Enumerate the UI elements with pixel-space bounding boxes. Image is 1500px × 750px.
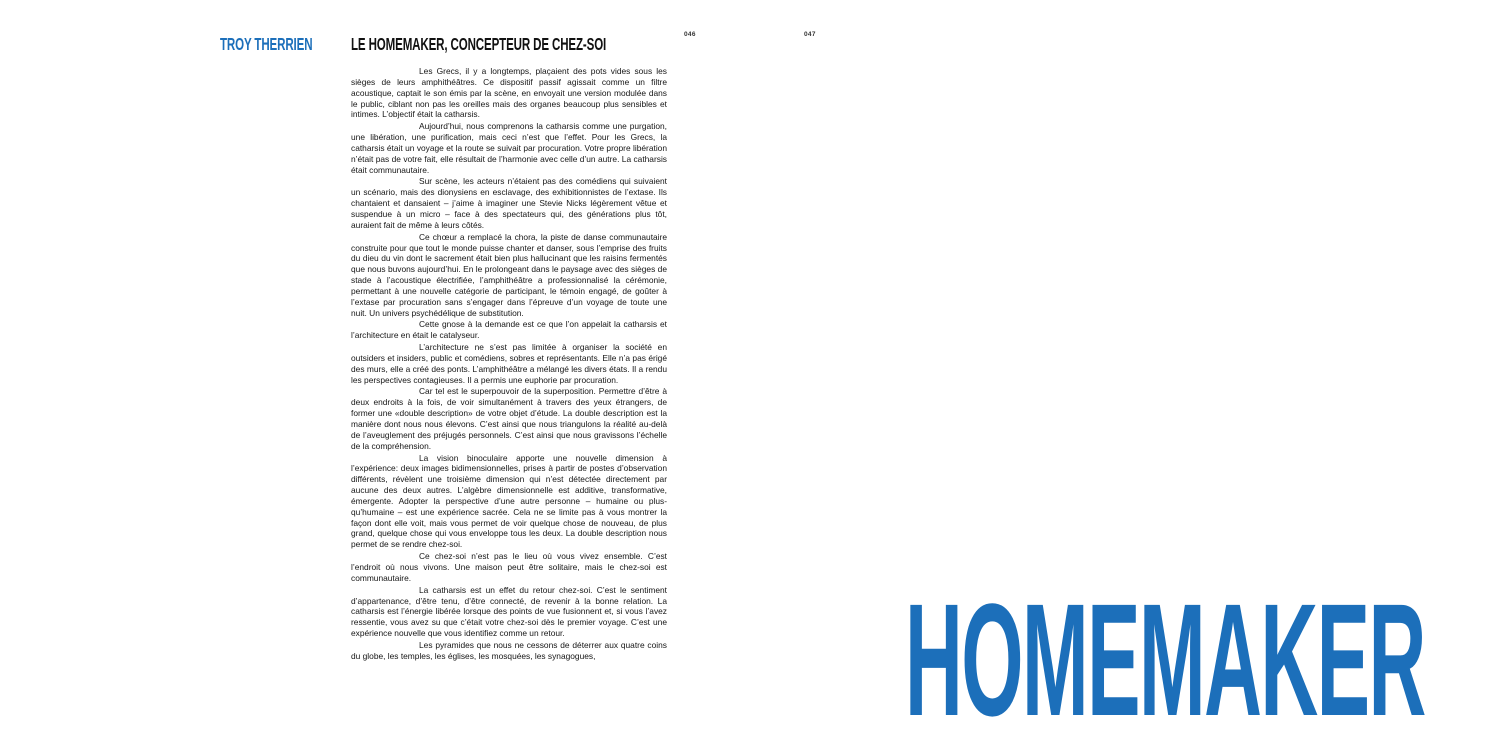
running-header-title: LE HOMEMAKER, CONCEPTEUR DE CHEZ-SOI (351, 34, 607, 54)
body-paragraph: Car tel est le superpouvoir de la superposition. Permettre d’être à deux endroits à la fois, de voir simultanément à travers des yeux étrangers, de former une «double description» de votre objet d’étude. La double description est la manière dont nous nous élevons. C’est ainsi que nous triangulons la réalité au-delà de l’aveuglement des préjugés personnels. C’est ainsi que nous gravissons l’échelle de la compréhension. (351, 386, 667, 451)
body-paragraph: Les Grecs, il y a longtemps, plaçaient des pots vides sous les sièges de leurs amphithéâtres. Ce dispositif passif agissait comme un filtre acoustique, captait le son émis par la scène, en envoyait une version modulée dans le public, ciblant non pas les oreilles mais des organes beaucoup plus sensibles et intimes. L’objectif était la catharsis. (351, 66, 667, 120)
body-paragraph: Aujourd’hui, nous comprenons la catharsis comme une purgation, une libération, une purification, mais ceci n’est que l’effet. Pour les Grecs, la catharsis était un voyage et la route se suivait par procuration. Votre propre libération n’était pas de votre fait, elle résultait de l’harmonie avec celle d’un autre. La catharsis était communautaire. (351, 121, 667, 175)
page-number-left: 046 (684, 31, 696, 38)
running-header-author: TROY THERRIEN (220, 34, 313, 54)
body-paragraph: L’architecture ne s’est pas limitée à organiser la société en outsiders et insiders, public et comédiens, sobres et représentants. Elle n’a pas érigé des murs, elle a créé des ponts. L’amphithéâtre a mélangé les divers états. Il a rendu les perspectives contagieuses. Il a permis une euphorie par procuration. (351, 342, 667, 385)
body-paragraph: Sur scène, les acteurs n’étaient pas des comédiens qui suivaient un scénario, mais des dionysiens en esclavage, des exhibitionnistes de l’extase. Ils chantaient et dansaient – j’aime à imaginer une Stevie Nicks légèrement vêtue et suspendue à un micro – face à des spectateurs qui, des générations plus tôt, auraient fait de même à leurs côtés. (351, 176, 667, 230)
page-number-right: 047 (804, 31, 816, 38)
body-paragraph: Ce chez-soi n’est pas le lieu où vous vivez ensemble. C’est l’endroit où nous vivons. Une maison peut être solitaire, mais le chez-soi est communautaire. (351, 551, 667, 583)
body-paragraph: Ce chœur a remplacé la chora, la piste de danse communautaire construite pour que tout le monde puisse chanter et danser, sous l’emprise des fruits du dieu du vin dont le sacrement était bien plus hallucinant que les raisins fermentés que nous buvons aujourd’hui. En le prolongeant dans le paysage avec des sièges de stade à l’acoustique électrifiée, l’amphithéâtre a professionnalisé la cérémonie, permettant à une nouvelle catégorie de participant, le témoin engagé, de goûter à l’extase par procuration sans s’engager dans l’épreuve d’un voyage de toute une nuit. Un univers psychédélique de substitution. (351, 231, 667, 318)
body-paragraph: La vision binoculaire apporte une nouvelle dimension à l’expérience: deux images bidimensionnelles, prises à partir de postes d’observation différents, révèlent une troisième dimension qui n’est détectée directement par aucune des deux autres. L’algèbre dimensionnelle est additive, transformative, émergente. Adopter la perspective d’une autre personne – humaine ou plus-qu’humaine – est une expérience sacrée. Cela ne se limite pas à vous montrer la façon dont elle voit, mais vous permet de voir quelque chose de nouveau, de plus grand, quelque chose qui vous enveloppe tous les deux. La double description nous permet de se rendre chez-soi. (351, 452, 667, 550)
body-paragraph: Cette gnose à la demande est ce que l’on appelait la catharsis et l’architecture en était le catalyseur. (351, 319, 667, 341)
body-paragraph: La catharsis est un effet du retour chez-soi. C’est le sentiment d’appartenance, d’être tenu, d’être connecté, de revenir à la bonne relation. La catharsis est l’énergie libérée lorsque des points de vue fusionnent et, si vous l’avez ressentie, vous avez su que c’était votre chez-soi dès le premier voyage. C’est une expérience nouvelle que vous identifiez comme un retour. (351, 584, 667, 639)
body-paragraph: Les pyramides que nous ne cessons de déterrer aux quatre coins du globe, les temples, les églises, les mosquées, les synagogues, (351, 639, 667, 661)
display-title: HOMEMAKER (905, 570, 1425, 749)
article-body (351, 66, 667, 663)
